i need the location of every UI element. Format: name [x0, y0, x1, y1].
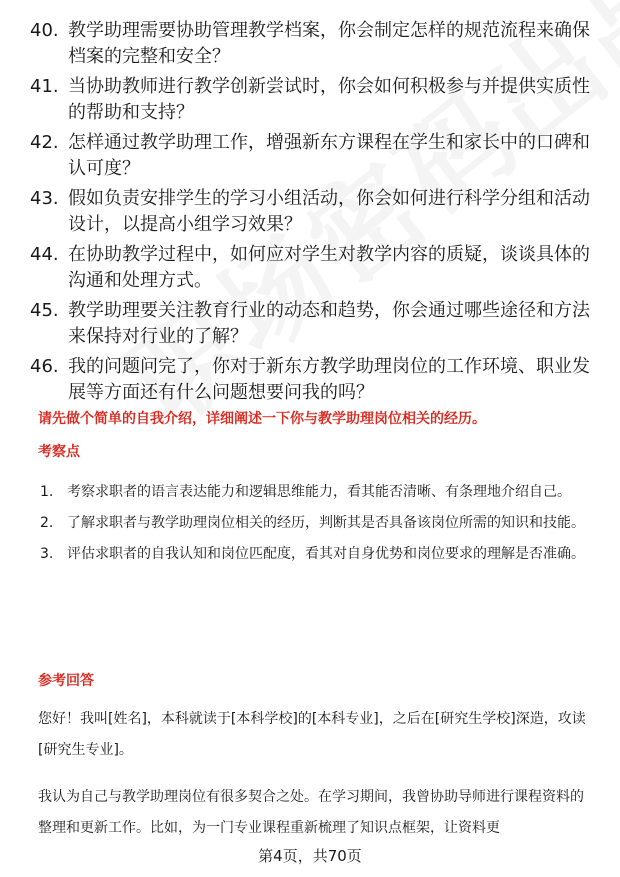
point-text: 评估求职者的自我认知和岗位匹配度，看其对自身优势和岗位要求的理解是否准确。 [67, 546, 585, 562]
question-item [30, 298, 595, 350]
question-number: 42. [30, 132, 59, 153]
answer-heading: 参考回答 [38, 673, 94, 689]
point-item [40, 539, 590, 570]
question-text: 我的问题问完了，你对于新东方教学助理岗位的工作环境、职业发展等方面还有什么问题想要问我的吗？ [68, 356, 590, 403]
points-list [40, 477, 590, 570]
question-text: 当协助教师进行教学创新尝试时，你会如何积极参与并提供实质性的帮助和支持？ [68, 76, 590, 123]
page-footer: 第4页，共70页 [258, 847, 362, 865]
answer-paragraph: 我认为自己与教学助理岗位有很多契合之处。在学习期间，我曾协助导师进行课程资料的整理和更新工作。比如，为一门专业课程重新梳理了知识点框架，让资料更 [38, 789, 584, 836]
question-text: 怎样通过教学助理工作，增强新东方课程在学生和家长中的口碑和认可度？ [68, 132, 590, 179]
question-item [30, 242, 595, 294]
point-number: 2. [40, 515, 54, 531]
question-item [30, 186, 595, 238]
question-number: 43. [30, 188, 59, 209]
point-text: 了解求职者与教学助理岗位相关的经历，判断其是否具备该岗位所需的知识和技能。 [67, 515, 585, 531]
point-item [40, 508, 590, 539]
question-number: 44. [30, 244, 59, 265]
question-number: 41. [30, 76, 59, 97]
point-item [40, 477, 590, 508]
question-item [30, 354, 595, 406]
answer-paragraph: 您好！我叫[姓名]，本科就读于[本科学校]的[本科专业]，之后在[研究生学校]深造，攻读[研究生专业]。 [38, 711, 586, 758]
point-number: 3. [40, 546, 54, 562]
question-item [30, 18, 595, 70]
question-item [30, 130, 595, 182]
points-heading: 考察点 [38, 444, 80, 460]
interview-prompt: 请先做个简单的自我介绍，详细阐述一下你与教学助理岗位相关的经历。 [38, 411, 486, 427]
question-item [30, 74, 595, 126]
point-text: 考察求职者的语言表达能力和逻辑思维能力，看其能否清晰、有条理地介绍自己。 [67, 484, 571, 500]
question-text: 在协助教学过程中，如何应对学生对教学内容的质疑，谈谈具体的沟通和处理方式。 [68, 244, 590, 291]
point-number: 1. [40, 484, 54, 500]
question-number: 46. [30, 356, 59, 377]
question-text: 教学助理需要协助管理教学档案，你会制定怎样的规范流程来确保档案的完整和安全？ [68, 20, 590, 67]
question-list [30, 18, 595, 410]
question-number: 40. [30, 20, 59, 41]
question-text: 教学助理要关注教育行业的动态和趋势，你会通过哪些途径和方法来保持对行业的了解？ [68, 300, 590, 347]
question-number: 45. [30, 300, 59, 321]
question-text: 假如负责安排学生的学习小组活动，你会如何进行科学分组和活动设计，以提高小组学习效果？ [68, 188, 590, 235]
